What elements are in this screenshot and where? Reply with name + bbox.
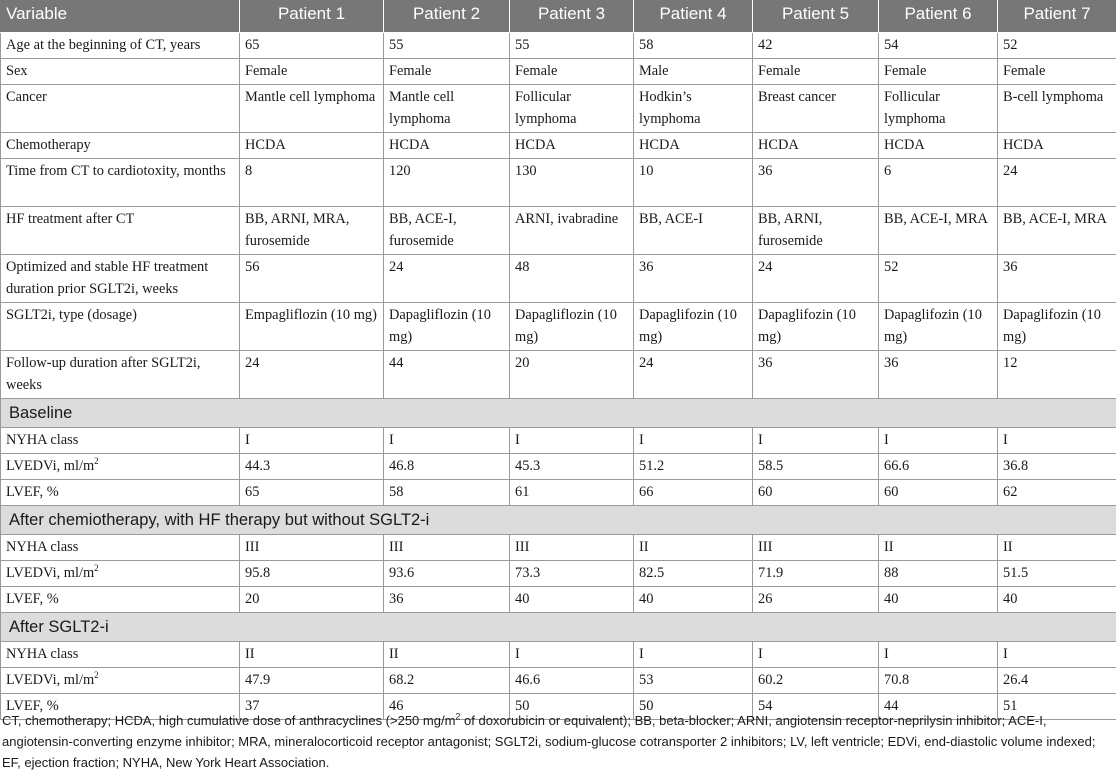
table-cell: 95.8: [240, 561, 384, 587]
table-cell: Female: [753, 59, 879, 85]
row-label-cell: [1, 133, 240, 159]
table-cell: 40: [879, 587, 998, 613]
header-patient: Patient 2: [384, 1, 510, 33]
table-cell: 20: [510, 351, 634, 399]
table-cell: 12: [998, 351, 1116, 399]
table-cell: II: [384, 642, 510, 668]
row-label-cell: [1, 561, 240, 587]
table-cell: 40: [998, 587, 1116, 613]
table-cell: 37: [240, 694, 384, 720]
table-cell: II: [879, 535, 998, 561]
table-cell: Dapaglifozin (10 mg): [634, 303, 753, 351]
table-cell: III: [510, 535, 634, 561]
table-cell: 66.6: [879, 454, 998, 480]
table-cell: II: [998, 535, 1116, 561]
table-cell: 36: [998, 255, 1116, 303]
table-cell: 52: [879, 255, 998, 303]
table-row: [1, 85, 1116, 133]
table-cell: 58: [384, 480, 510, 506]
table-cell: 36: [384, 587, 510, 613]
table-cell: 130: [510, 159, 634, 207]
table-row: [1, 351, 1116, 399]
row-label: Follow-up duration after SGLT2i, weeks: [6, 355, 201, 393]
header-patient: Patient 6: [879, 1, 998, 33]
table-cell: Hodkin’s lymphoma: [634, 85, 753, 133]
row-label-cell: [1, 668, 240, 694]
table-cell: I: [240, 428, 384, 454]
table-cell: 66: [634, 480, 753, 506]
table-cell: 36.8: [998, 454, 1116, 480]
table-cell: BB, ARNI, furosemide: [753, 207, 879, 255]
row-label: LVEDVi, ml/m: [6, 565, 95, 581]
table-cell: Female: [879, 59, 998, 85]
row-label: Sex: [6, 63, 28, 79]
footnote-superscript: 2: [455, 711, 461, 722]
row-label-cell: [1, 480, 240, 506]
table-cell: 26.4: [998, 668, 1116, 694]
table-cell: BB, ACE-I: [634, 207, 753, 255]
row-label-cell: [1, 59, 240, 85]
table-row: [1, 535, 1116, 561]
table-footnote: [0, 710, 1112, 773]
section-header-row: [1, 399, 1116, 428]
table-cell: 73.3: [510, 561, 634, 587]
table-cell: I: [510, 428, 634, 454]
table-cell: HCDA: [240, 133, 384, 159]
row-label: Optimized and stable HF treatment duration prior SGLT2i, weeks: [6, 259, 209, 297]
table-cell: 36: [634, 255, 753, 303]
table-cell: BB, ACE-I, MRA: [879, 207, 998, 255]
row-label-cell: [1, 535, 240, 561]
header-patient: Patient 1: [240, 1, 384, 33]
table-cell: I: [510, 642, 634, 668]
table-cell: Dapagliflozin (10 mg): [510, 303, 634, 351]
table-cell: I: [998, 642, 1116, 668]
table-cell: Mantle cell lymphoma: [240, 85, 384, 133]
row-label: Time from CT to cardiotoxity, months: [6, 163, 226, 179]
table-cell: 60: [879, 480, 998, 506]
table-cell: Female: [510, 59, 634, 85]
row-label-cell: [1, 351, 240, 399]
table-row: [1, 642, 1116, 668]
table-cell: 26: [753, 587, 879, 613]
section-title: After chemiotherapy, with HF therapy but without SGLT2-i: [1, 506, 1116, 535]
footnote-text: CT, chemotherapy; HCDA, high cumulative dose of anthracyclines (>250 mg/m: [2, 713, 456, 728]
header-patient: Patient 4: [634, 1, 753, 33]
table-cell: III: [384, 535, 510, 561]
row-label: LVEF, %: [6, 484, 59, 500]
row-label: Chemotherapy: [6, 137, 91, 153]
table-cell: 55: [384, 33, 510, 59]
table-cell: 51.2: [634, 454, 753, 480]
table-cell: I: [634, 428, 753, 454]
table-cell: 36: [753, 351, 879, 399]
footnote-text-continued: of doxorubicin or equivalent); BB, beta-blocker; ARNI, angiotensin receptor-neprilysin inhibitor; ACE-I, angiotensin-converting enzyme inhibitor; MRA, mineralocorticoid receptor antagonist; SGLT2i, sodium-glucose cotransporter 2 inhibitors; LV, left ventricle; EDVi, end-diastolic volume indexed; EF, ejection fraction; NYHA, New York Heart Association.: [2, 713, 1096, 770]
header-variable: Variable: [1, 1, 240, 33]
row-label: NYHA class: [6, 539, 79, 555]
table-cell: 24: [634, 351, 753, 399]
table-cell: HCDA: [879, 133, 998, 159]
table-cell: 60: [753, 480, 879, 506]
table-cell: Female: [998, 59, 1116, 85]
table-cell: Dapaglifozin (10 mg): [879, 303, 998, 351]
table-cell: B-cell lymphoma: [998, 85, 1116, 133]
table-cell: Female: [384, 59, 510, 85]
table-cell: BB, ACE-I, MRA: [998, 207, 1116, 255]
table-cell: 44.3: [240, 454, 384, 480]
table-cell: 47.9: [240, 668, 384, 694]
table-cell: 65: [240, 480, 384, 506]
table-cell: 56: [240, 255, 384, 303]
row-label-cell: [1, 207, 240, 255]
table-cell: 46.8: [384, 454, 510, 480]
table-row: [1, 159, 1116, 207]
table-cell: 93.6: [384, 561, 510, 587]
section-title: Baseline: [1, 399, 1116, 428]
table-cell: II: [634, 535, 753, 561]
table-cell: 51.5: [998, 561, 1116, 587]
table-cell: Female: [240, 59, 384, 85]
table-cell: I: [753, 642, 879, 668]
row-label: HF treatment after CT: [6, 211, 135, 227]
row-label-cell: [1, 642, 240, 668]
table-cell: I: [879, 428, 998, 454]
table-cell: ARNI, ivabradine: [510, 207, 634, 255]
row-label: LVEDVi, ml/m: [6, 458, 95, 474]
table-cell: 48: [510, 255, 634, 303]
table-cell: 61: [510, 480, 634, 506]
header-patient: Patient 7: [998, 1, 1116, 33]
row-label-cell: [1, 85, 240, 133]
table-cell: HCDA: [634, 133, 753, 159]
table-cell: II: [240, 642, 384, 668]
row-label: LVEF, %: [6, 591, 59, 607]
table-cell: BB, ACE-I, furosemide: [384, 207, 510, 255]
table-row: [1, 454, 1116, 480]
row-label-superscript: 2: [94, 670, 99, 681]
row-label-cell: [1, 428, 240, 454]
table-cell: 45.3: [510, 454, 634, 480]
table-cell: Follicular lymphoma: [879, 85, 998, 133]
table-cell: 51: [998, 694, 1116, 720]
table-cell: I: [753, 428, 879, 454]
table-cell: Empagliflozin (10 mg): [240, 303, 384, 351]
section-title: After SGLT2-i: [1, 613, 1116, 642]
table-cell: 8: [240, 159, 384, 207]
row-label-superscript: 2: [94, 563, 99, 574]
table-cell: 24: [240, 351, 384, 399]
table-row: [1, 133, 1116, 159]
table-cell: BB, ARNI, MRA, furosemide: [240, 207, 384, 255]
table-cell: 36: [753, 159, 879, 207]
table-cell: I: [384, 428, 510, 454]
table-cell: 24: [998, 159, 1116, 207]
row-label-cell: [1, 454, 240, 480]
section-header-row: [1, 506, 1116, 535]
table-row: [1, 428, 1116, 454]
table-cell: 53: [634, 668, 753, 694]
table-cell: 44: [384, 351, 510, 399]
table-cell: 62: [998, 480, 1116, 506]
row-label-cell: [1, 33, 240, 59]
table-row: [1, 561, 1116, 587]
table-cell: 40: [510, 587, 634, 613]
table-cell: 68.2: [384, 668, 510, 694]
table-cell: Dapaglifozin (10 mg): [998, 303, 1116, 351]
header-row: [1, 1, 1116, 33]
table-cell: 42: [753, 33, 879, 59]
table-cell: Mantle cell lymphoma: [384, 85, 510, 133]
section-header-row: [1, 613, 1116, 642]
table-cell: 70.8: [879, 668, 998, 694]
table-row: [1, 587, 1116, 613]
row-label-superscript: 2: [94, 456, 99, 467]
table-cell: III: [240, 535, 384, 561]
table-cell: I: [998, 428, 1116, 454]
row-label: Age at the beginning of CT, years: [6, 37, 201, 53]
table-row: [1, 33, 1116, 59]
table-body: [1, 33, 1116, 720]
row-label: LVEDVi, ml/m: [6, 672, 95, 688]
table-cell: 58: [634, 33, 753, 59]
table-cell: Male: [634, 59, 753, 85]
table-cell: I: [879, 642, 998, 668]
header-patient: Patient 3: [510, 1, 634, 33]
row-label-cell: [1, 255, 240, 303]
table-cell: 71.9: [753, 561, 879, 587]
table-cell: 24: [753, 255, 879, 303]
table-cell: 58.5: [753, 454, 879, 480]
table-cell: Breast cancer: [753, 85, 879, 133]
table-cell: 36: [879, 351, 998, 399]
table-row: [1, 207, 1116, 255]
table-cell: HCDA: [753, 133, 879, 159]
header-patient: Patient 5: [753, 1, 879, 33]
table-cell: 82.5: [634, 561, 753, 587]
row-label: LVEF, %: [6, 698, 59, 714]
table-row: [1, 255, 1116, 303]
table-cell: 50: [510, 694, 634, 720]
row-label-cell: [1, 587, 240, 613]
table-row: [1, 303, 1116, 351]
table-cell: 20: [240, 587, 384, 613]
table-cell: III: [753, 535, 879, 561]
table-cell: 46.6: [510, 668, 634, 694]
table-row: [1, 59, 1116, 85]
table-cell: 120: [384, 159, 510, 207]
table-cell: 54: [753, 694, 879, 720]
table-cell: HCDA: [510, 133, 634, 159]
row-label: Cancer: [6, 89, 47, 105]
row-label: SGLT2i, type (dosage): [6, 307, 137, 323]
table-cell: 40: [634, 587, 753, 613]
table-cell: Dapaglifozin (10 mg): [753, 303, 879, 351]
table-cell: 55: [510, 33, 634, 59]
table-cell: 24: [384, 255, 510, 303]
row-label: NYHA class: [6, 646, 79, 662]
table-cell: 6: [879, 159, 998, 207]
table-cell: 88: [879, 561, 998, 587]
row-label-cell: [1, 303, 240, 351]
row-label: NYHA class: [6, 432, 79, 448]
table-cell: Dapagliflozin (10 mg): [384, 303, 510, 351]
table-cell: HCDA: [998, 133, 1116, 159]
table-cell: 50: [634, 694, 753, 720]
table-cell: Follicular lymphoma: [510, 85, 634, 133]
table-cell: 60.2: [753, 668, 879, 694]
table-cell: HCDA: [384, 133, 510, 159]
table-cell: 10: [634, 159, 753, 207]
table-cell: 54: [879, 33, 998, 59]
row-label-cell: [1, 159, 240, 207]
table-cell: 44: [879, 694, 998, 720]
table-cell: 52: [998, 33, 1116, 59]
table-cell: I: [634, 642, 753, 668]
table-cell: 46: [384, 694, 510, 720]
table-cell: 65: [240, 33, 384, 59]
table-row: [1, 480, 1116, 506]
table-row: [1, 668, 1116, 694]
